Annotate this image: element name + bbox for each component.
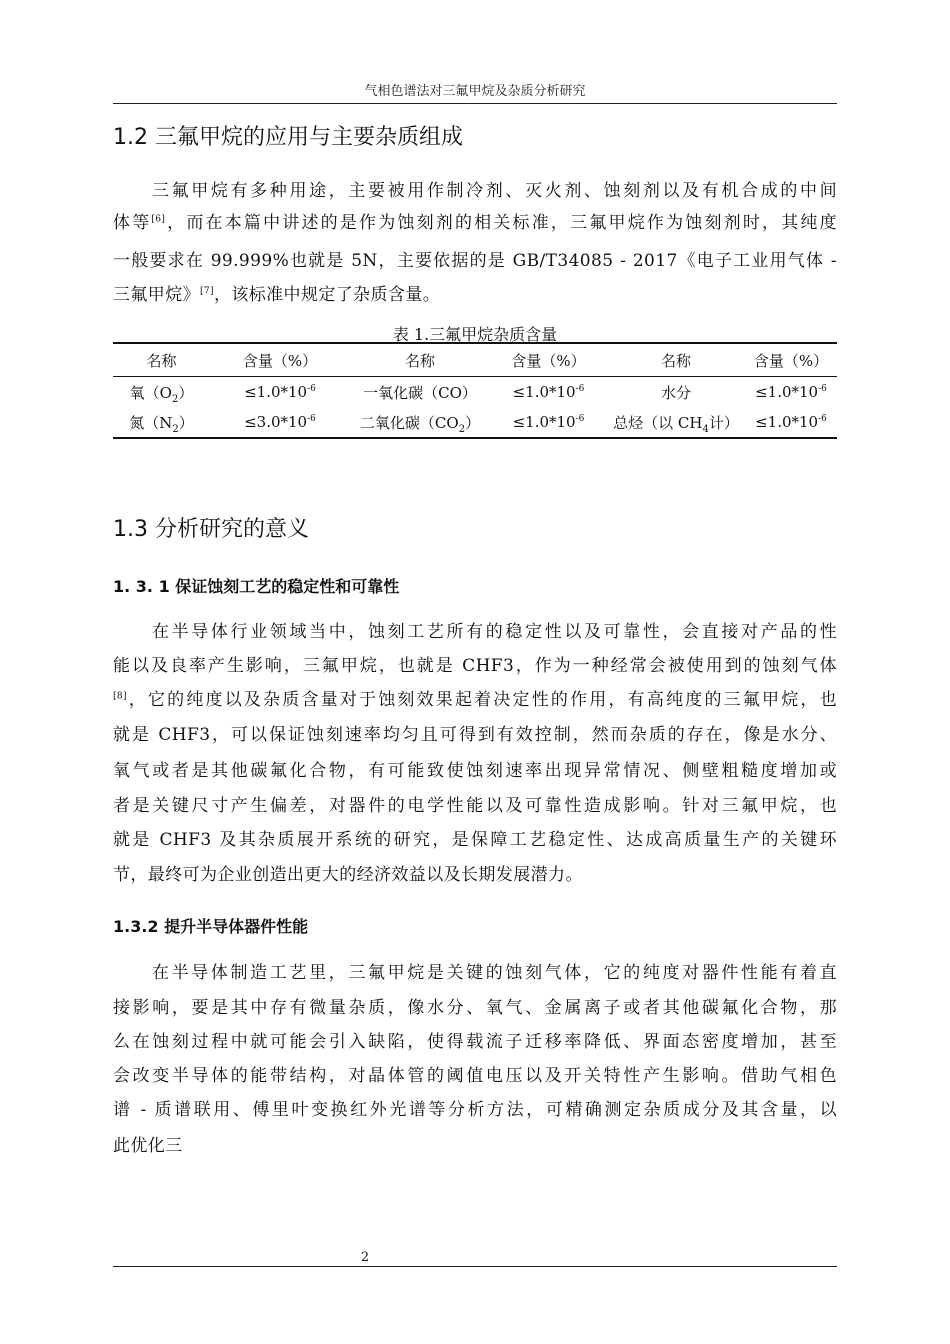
para-1-3-2-line-4: 会改变半导体的能带结构，对晶体管的阈值电压以及开关特性产生影响。借助气相色 bbox=[113, 1066, 837, 1086]
table-cell-value: $\le 1.0*10^{-6}$ bbox=[512, 383, 585, 401]
para-1-2-line-3: 一般要求在 99.999%也就是 5N，主要依据的是 GB/T34085 - 2017《电子工业用气体 - bbox=[113, 251, 837, 271]
impurity-table bbox=[113, 342, 837, 439]
citation-ref-7: [7] bbox=[200, 286, 214, 297]
para-1-3-1-line-1: 在半导体行业领域当中，蚀刻工艺所有的稳定性以及可靠性，会直接对产品的性 bbox=[152, 622, 837, 642]
para-1-3-1-line-7: 就是 CHF3 及其杂质展开系统的研究，是保障工艺稳定性、达成高质量生产的关键环 bbox=[113, 830, 837, 850]
para-1-3-1-line-4: 就是 CHF3，可以保证蚀刻速率均匀且可得到有效控制，然而杂质的存在，像是水分、 bbox=[113, 725, 837, 745]
table-cell-value: $\le 1.0*10^{-6}$ bbox=[490, 407, 607, 438]
table-cell-name: 二氧化碳$(CO_2)$ bbox=[350, 407, 490, 438]
para-1-2-line-1: 三氟甲烷有多种用途，主要被用作制冷剂、灭火剂、蚀刻剂以及有机合成的中间 bbox=[152, 181, 837, 201]
col-header-name-2: 名称 bbox=[350, 343, 490, 377]
citation-ref-8: [8] bbox=[113, 691, 127, 702]
table-caption: 表 1.三氟甲烷杂质含量 bbox=[392, 325, 558, 344]
para-1-3-1-line-2: 能以及良率产生影响，三氟甲烷，也就是 CHF3，作为一种经常会被使用到的蚀刻气体 bbox=[113, 656, 837, 676]
running-header: 气相色谱法对三氟甲烷及杂质分析研究 bbox=[364, 84, 586, 99]
para-1-3-1-line-3: [8]，它的纯度以及杂质含量对于蚀刻效果起着决定性的作用，有高纯度的三氟甲烷，也 bbox=[113, 690, 837, 710]
table-header-row bbox=[113, 343, 837, 377]
table-cell-name: 水分 bbox=[660, 383, 691, 402]
para-1-2-line-4: 三氟甲烷》[7]，该标准中规定了杂质含量。 bbox=[113, 285, 441, 305]
subsection-heading-1-3-2: 1.3.2 提升半导体器件性能 bbox=[113, 917, 309, 936]
col-header-content-3: 含量（%） bbox=[745, 343, 837, 377]
col-header-name-3: 名称 bbox=[607, 343, 745, 377]
section-heading-1-2: 1.2 三氟甲烷的应用与主要杂质组成 bbox=[113, 125, 463, 150]
citation-ref-6: [6] bbox=[151, 214, 166, 225]
para-1-3-2-line-3: 么在蚀刻过程中就可能会引入缺陷，使得载流子迁移率降低、界面态密度增加，甚至 bbox=[113, 1032, 837, 1052]
table-cell-name: 一氧化碳（CO） bbox=[363, 383, 477, 402]
para-1-2-line-2: 体等[6]，而在本篇中讲述的是作为蚀刻剂的相关标准，三氟甲烷作为蚀刻剂时，其纯度 bbox=[113, 213, 837, 233]
para-1-3-2-line-6: 此优化三 bbox=[113, 1136, 183, 1156]
table-cell-value: $\le 3.0*10^{-6}$ bbox=[210, 407, 350, 438]
table-cell-name: 氧$(O_2)$ bbox=[129, 383, 194, 405]
footer-rule bbox=[113, 1266, 837, 1267]
table-cell-name: 氮$(N_2)$ bbox=[113, 407, 210, 438]
para-1-3-1-line-5: 氧气或者是其他碳氟化合物，有可能致使蚀刻速率出现异常情况、侧壁粗糙度增加或 bbox=[113, 761, 837, 781]
col-header-content-2: 含量（%） bbox=[490, 343, 607, 377]
table-cell-value: $\le 1.0*10^{-6}$ bbox=[745, 407, 837, 438]
para-1-3-2-line-5: 谱 - 质谱联用、傅里叶变换红外光谱等分析方法，可精确测定杂质成分及其含量，以 bbox=[113, 1100, 837, 1120]
page-number: 2 bbox=[360, 1250, 370, 1265]
header-rule bbox=[113, 103, 837, 104]
table-row bbox=[113, 377, 837, 408]
section-heading-1-3: 1.3 分析研究的意义 bbox=[113, 517, 309, 542]
col-header-name-1: 名称 bbox=[113, 343, 210, 377]
para-1-3-1-line-8: 节，最终可为企业创造出更大的经济效益以及长期发展潜力。 bbox=[113, 865, 583, 885]
table-row bbox=[113, 407, 837, 438]
table-cell-value: $\le 1.0*10^{-6}$ bbox=[755, 383, 827, 401]
table-cell-value: $\le 1.0*10^{-6}$ bbox=[244, 383, 316, 401]
table-cell-name: 总烃（以 $CH_4$计） bbox=[607, 407, 745, 438]
subsection-heading-1-3-1: 1. 3. 1 保证蚀刻工艺的稳定性和可靠性 bbox=[113, 577, 400, 596]
para-1-3-1-line-6: 者是关键尺寸产生偏差，对器件的电学性能以及可靠性造成影响。针对三氟甲烷，也 bbox=[113, 796, 837, 816]
para-1-3-2-line-2: 接影响，要是其中存有微量杂质，像水分、氧气、金属离子或者其他碳氟化合物，那 bbox=[113, 998, 837, 1018]
col-header-content-1: 含量（%） bbox=[210, 343, 350, 377]
para-1-3-2-line-1: 在半导体制造工艺里，三氟甲烷是关键的蚀刻气体，它的纯度对器件性能有着直 bbox=[152, 963, 837, 983]
